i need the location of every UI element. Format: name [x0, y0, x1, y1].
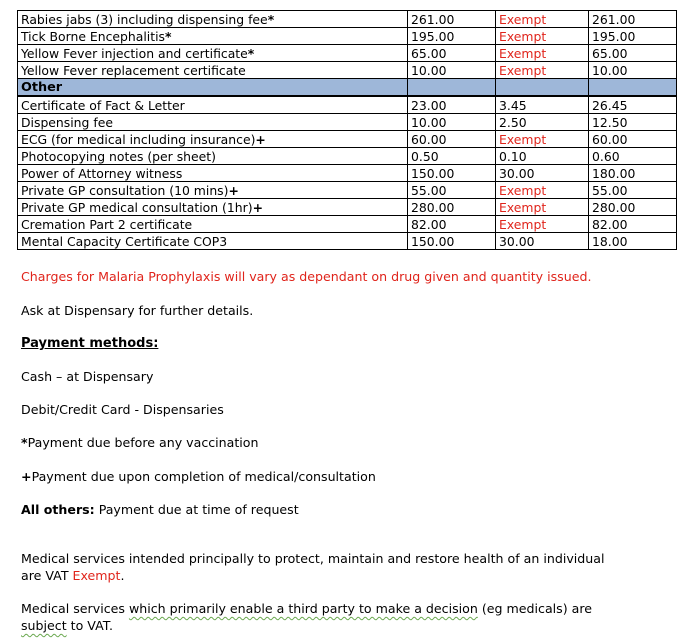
- total-cell: 195.00: [589, 28, 677, 45]
- fee-cell: 280.00: [408, 199, 496, 216]
- fee-cell: 0.50: [408, 148, 496, 165]
- vat-line2-prefix: are VAT: [21, 568, 73, 583]
- service-name: Photocopying notes (per sheet): [21, 148, 216, 164]
- vat-line2-suffix: .: [120, 568, 125, 583]
- vat-cell: Exempt: [496, 28, 589, 45]
- service-cell: [18, 114, 408, 131]
- others-text: Payment due at time of request: [94, 502, 299, 517]
- vat-exempt-line-2: [21, 567, 125, 584]
- service-cell: [18, 199, 408, 216]
- fee-cell: 195.00: [408, 28, 496, 45]
- third-party-line-2: [21, 617, 113, 634]
- total-cell: 12.50: [589, 114, 677, 131]
- total-cell: 18.00: [589, 233, 677, 250]
- vat-cell: Exempt: [496, 11, 589, 28]
- vat-cell: 2.50: [496, 114, 589, 131]
- fee-cell: 10.00: [408, 114, 496, 131]
- service-cell: [18, 62, 408, 79]
- fee-row: [18, 233, 677, 250]
- fee-cell: 65.00: [408, 45, 496, 62]
- service-name: Dispensing fee: [21, 114, 113, 130]
- section-cell: [496, 79, 589, 97]
- fee-cell: 23.00: [408, 96, 496, 114]
- third-prefix: Medical services: [21, 601, 129, 616]
- vat-exempt-line-1: Medical services intended principally to protect, maintain and restore health of an individual: [21, 551, 605, 566]
- fee-row: [18, 28, 677, 45]
- payment-marker: *: [267, 11, 275, 27]
- fee-cell: 150.00: [408, 165, 496, 182]
- fee-row: [18, 11, 677, 28]
- service-name: Private GP consultation (10 mins): [21, 182, 229, 198]
- plus-marker: +: [21, 469, 32, 484]
- payment-marker: +: [252, 199, 263, 215]
- vaccination-payment-line: [21, 434, 259, 451]
- service-cell: [18, 182, 408, 199]
- vat-cell: Exempt: [496, 62, 589, 79]
- service-cell: [18, 165, 408, 182]
- service-cell: [18, 45, 408, 62]
- service-name: Certificate of Fact & Letter: [21, 97, 185, 113]
- consultation-payment-line: [21, 468, 376, 485]
- vat-cell: Exempt: [496, 216, 589, 233]
- total-cell: 60.00: [589, 131, 677, 148]
- service-name: Tick Borne Encephalitis: [21, 28, 165, 44]
- fee-row: [18, 45, 677, 62]
- total-cell: 65.00: [589, 45, 677, 62]
- vat-cell: 0.10: [496, 148, 589, 165]
- service-name: Private GP medical consultation (1hr): [21, 199, 253, 215]
- payment-marker: *: [247, 45, 255, 61]
- service-name: Rabies jabs (3) including dispensing fee: [21, 11, 268, 27]
- total-cell: 0.60: [589, 148, 677, 165]
- payment-marker: +: [255, 131, 266, 147]
- fee-cell: 261.00: [408, 11, 496, 28]
- service-name: Mental Capacity Certificate COP3: [21, 233, 228, 249]
- fee-row: [18, 165, 677, 182]
- vat-cell: 3.45: [496, 96, 589, 114]
- fee-row: [18, 182, 677, 199]
- fee-row: [18, 96, 677, 114]
- service-cell: [18, 96, 408, 114]
- fee-cell: 150.00: [408, 233, 496, 250]
- third-party-phrase: which primarily enable a third party to make a decision: [128, 601, 478, 616]
- total-cell: 261.00: [589, 11, 677, 28]
- vat-cell: Exempt: [496, 182, 589, 199]
- vat-exempt-word: Exempt: [72, 568, 121, 583]
- service-cell: [18, 11, 408, 28]
- fee-row: [18, 131, 677, 148]
- fees-top-rows: [18, 11, 677, 79]
- payment-marker: *: [165, 28, 172, 44]
- total-cell: 280.00: [589, 199, 677, 216]
- total-cell: 26.45: [589, 96, 677, 114]
- vat-cell: 30.00: [496, 165, 589, 182]
- fee-row: [18, 62, 677, 79]
- third-party-line-1: [21, 600, 592, 617]
- service-name: Yellow Fever replacement certificate: [21, 62, 246, 78]
- fees-other-section: [18, 79, 677, 97]
- card-payment-line: Debit/Credit Card - Dispensaries: [21, 402, 224, 417]
- service-cell: [18, 148, 408, 165]
- fee-cell: 82.00: [408, 216, 496, 233]
- service-cell: [18, 28, 408, 45]
- fee-cell: 10.00: [408, 62, 496, 79]
- service-name: Power of Attorney witness: [21, 165, 183, 181]
- vat-cell: Exempt: [496, 199, 589, 216]
- others-payment-line: [21, 501, 299, 518]
- vat-cell: Exempt: [496, 45, 589, 62]
- vat-cell: 30.00: [496, 233, 589, 250]
- payment-marker: +: [228, 182, 239, 198]
- star-text: Payment due before any vaccination: [27, 435, 259, 450]
- service-name: Yellow Fever injection and certificate: [21, 45, 248, 61]
- fee-row: [18, 216, 677, 233]
- subject-word: subject: [21, 618, 67, 633]
- vat-cell: Exempt: [496, 131, 589, 148]
- service-cell: [18, 131, 408, 148]
- service-name: Cremation Part 2 certificate: [21, 216, 193, 232]
- plus-text: Payment due upon completion of medical/consultation: [31, 469, 376, 484]
- star-marker: *: [21, 435, 28, 450]
- service-cell: [18, 216, 408, 233]
- section-header-row: [18, 79, 677, 97]
- cash-payment-line: Cash – at Dispensary: [21, 369, 154, 384]
- total-cell: 10.00: [589, 62, 677, 79]
- service-cell: [18, 233, 408, 250]
- subject-suffix: to VAT.: [66, 618, 113, 633]
- service-name: ECG (for medical including insurance): [21, 131, 256, 147]
- others-label: All others:: [21, 502, 95, 517]
- total-cell: 180.00: [589, 165, 677, 182]
- section-cell: [408, 79, 496, 97]
- section-title: Other: [18, 79, 408, 97]
- total-cell: 82.00: [589, 216, 677, 233]
- fee-cell: 55.00: [408, 182, 496, 199]
- total-cell: 55.00: [589, 182, 677, 199]
- fee-row: [18, 148, 677, 165]
- third-suffix: (eg medicals) are: [477, 601, 592, 616]
- dispensary-note: Ask at Dispensary for further details.: [21, 303, 254, 318]
- payment-methods-heading: Payment methods:: [21, 336, 159, 351]
- fees-table: [17, 10, 677, 250]
- fee-row: [18, 114, 677, 131]
- malaria-note: Charges for Malaria Prophylaxis will vary as dependant on drug given and quantity issued.: [21, 269, 592, 284]
- fees-other-rows: [18, 96, 677, 250]
- fee-row: [18, 199, 677, 216]
- fee-cell: 60.00: [408, 131, 496, 148]
- section-cell: [589, 79, 677, 97]
